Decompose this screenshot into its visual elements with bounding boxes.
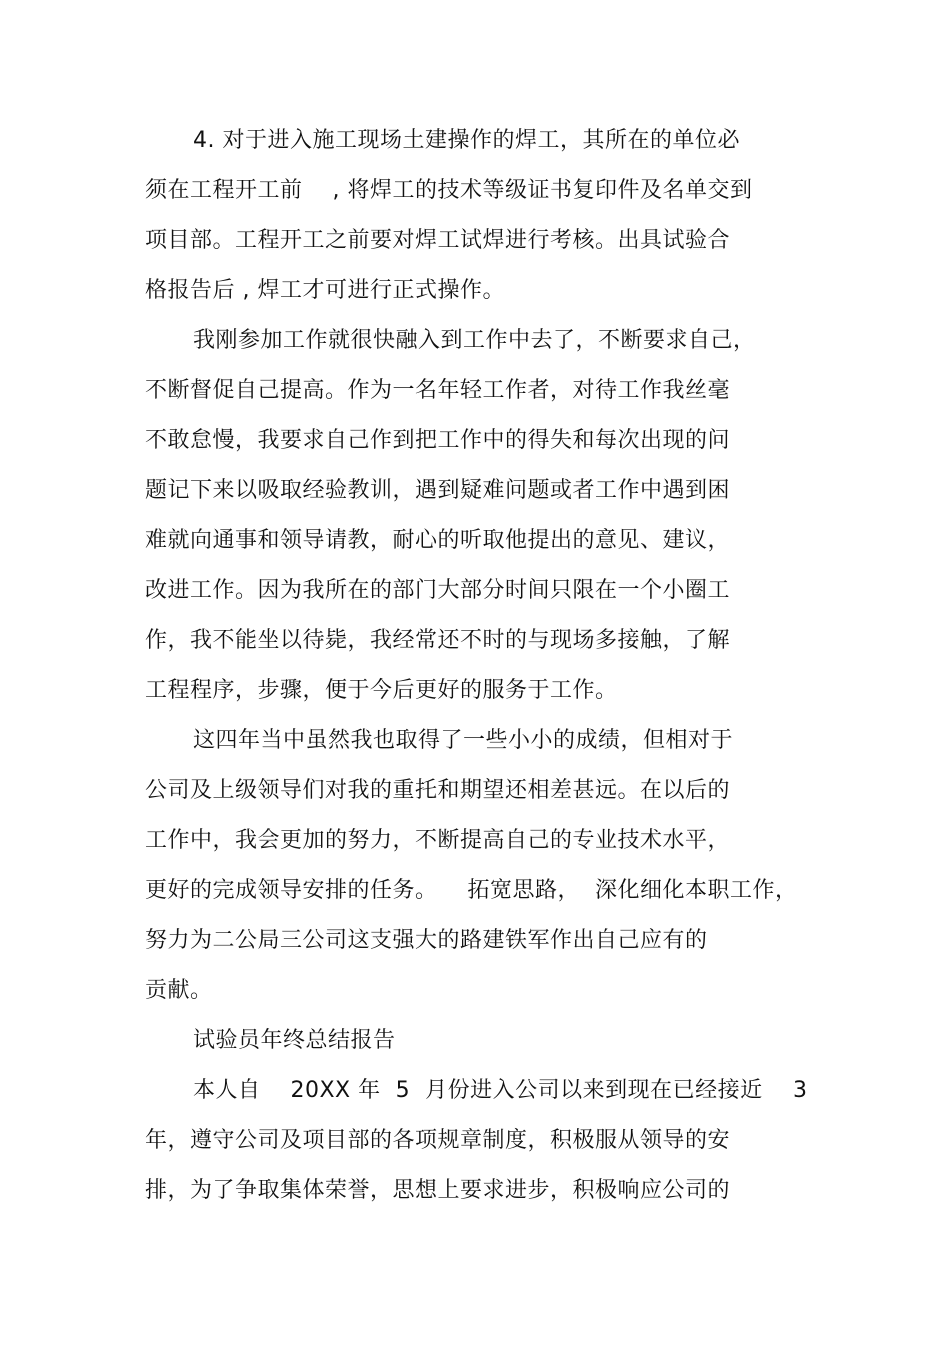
text-line: 工程程序，步骤，便于今后更好的服务于工作。 (145, 678, 618, 703)
text-line: 排，为了争取集体荣誉，思想上要求进步，积极响应公司的 (145, 1178, 731, 1203)
text-line: 本人自 20XX 年 5 月份进入公司以来到现在已经接近 (193, 1078, 763, 1103)
text-line: 贡献。 (145, 978, 213, 1003)
text-line: 题记下来以吸取经验教训，遇到疑难问题或者工作中遇到困 (145, 478, 731, 503)
text-line: 这四年当中虽然我也取得了一些小小的成绩，但相对于 (193, 728, 734, 753)
text-line: 公司及上级领导们对我的重托和期望还相差甚远。在以后的 (145, 778, 731, 803)
text-line: 我刚参加工作就很快融入到工作中去了，不断要求自己， (193, 328, 756, 353)
text-line: 作，我不能坐以待毙，我经常还不时的与现场多接触，了解 (145, 628, 731, 653)
text-line: 项目部。工程开工之前要对焊工试焊进行考核。出具试验合 (145, 228, 731, 253)
text-line: 努力为二公局三公司这支强大的路建铁军作出自己应有的 (145, 928, 708, 953)
text-line: 更好的完成领导安排的任务。 拓宽思路， 深化细化本职工作， (145, 878, 798, 903)
text-line: 年，遵守公司及项目部的各项规章制度，积极服从领导的安 (145, 1128, 731, 1153)
text-line: 不断督促自己提高。作为一名年轻工作者，对待工作我丝毫 (145, 378, 731, 403)
text-line: 须在工程开工前 , 将焊工的技术等级证书复印件及名单交到 (145, 178, 753, 203)
text-line: 改进工作。因为我所在的部门大部分时间只限在一个小圈工 (145, 578, 731, 603)
line-end-number: 3 (793, 1078, 807, 1103)
text-line: 4. 对于进入施工现场土建操作的焊工，其所在的单位必 (193, 128, 740, 153)
text-line: 不敢怠慢，我要求自己作到把工作中的得失和每次出现的问 (145, 428, 731, 453)
text-line: 工作中，我会更加的努力，不断提高自己的专业技术水平， (145, 828, 731, 853)
section-heading: 试验员年终总结报告 (193, 1028, 396, 1053)
text-line: 难就向通事和领导请教，耐心的听取他提出的意见、建议， (145, 528, 731, 553)
text-line: 格报告后 , 焊工才可进行正式操作。 (145, 278, 505, 303)
